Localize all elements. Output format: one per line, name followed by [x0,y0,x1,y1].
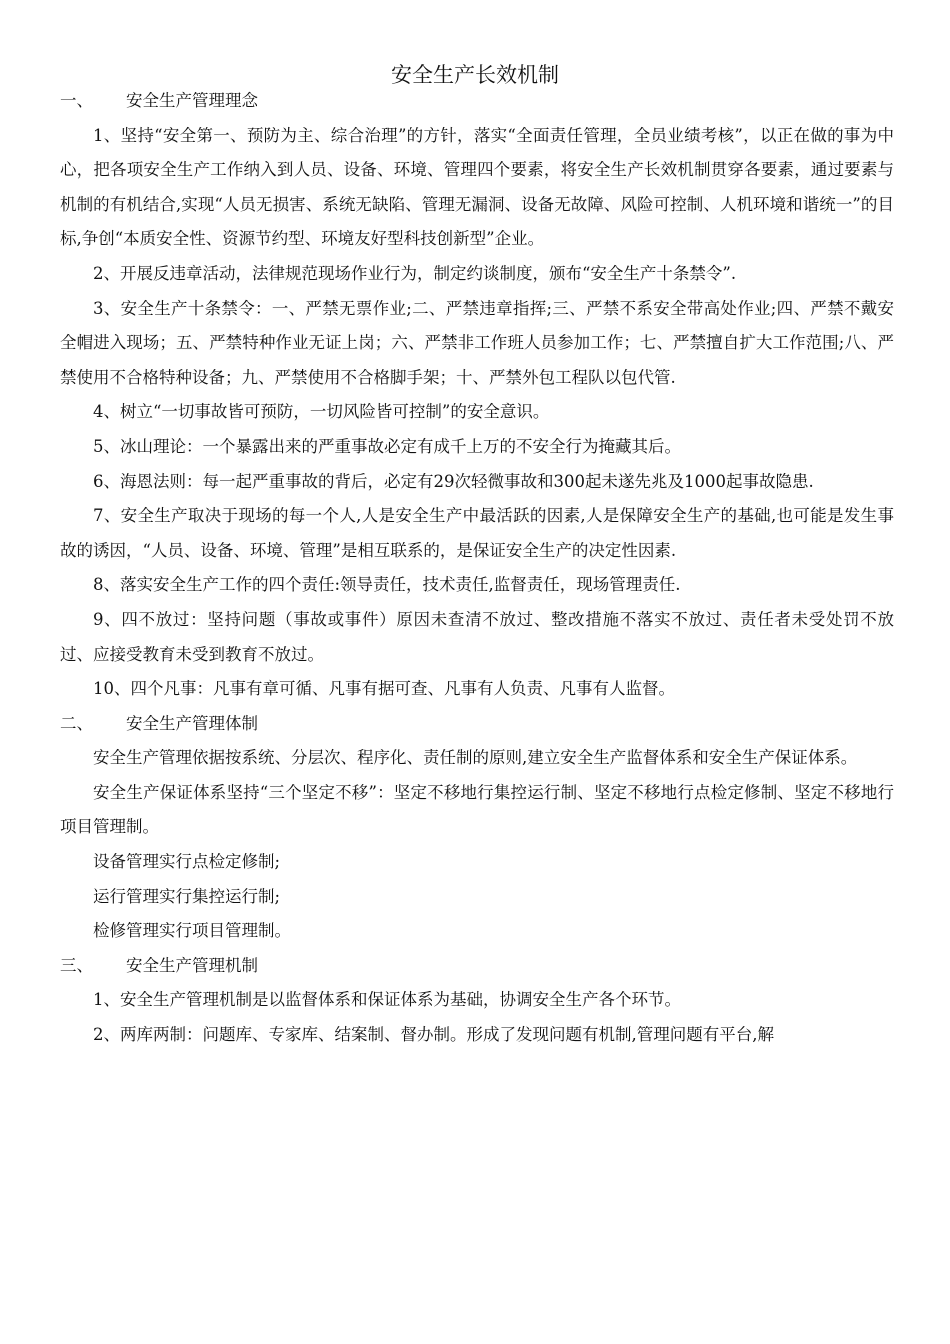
paragraph: 3、安全生产十条禁令：一、严禁无票作业;二、严禁违章指挥;三、严禁不系安全带高处作业;四、严禁不戴安全帽进入现场；五、严禁特种作业无证上岗；六、严禁非工作班人员参加工作；七、严禁擅自扩大工作范围;八、严禁使用不合格特种设备；九、严禁使用不合格脚手架；十、严禁外包工程队以包代管. [60,298,894,387]
paragraph: 7、安全生产取决于现场的每一个人,人是安全生产中最活跃的因素,人是保障安全生产的基础,也可能是发生事故的诱因，“人员、设备、环境、管理”是相互联系的，是保证安全生产的决定性因素. [60,506,894,560]
paragraph: 9、四不放过：坚持问题（事故或事件）原因未查清不放过、整改措施不落实不放过、责任者未受处罚不放过、应接受教育未受到教育不放过。 [60,609,894,664]
paragraph: 运行管理实行集控运行制; [93,886,281,906]
section-number: 三、 [60,955,93,975]
paragraph: 2、开展反违章活动，法律规范现场作业行为，制定约谈制度，颁布“安全生产十条禁令”. [93,263,737,283]
section-heading [60,707,894,742]
section-title: 安全生产管理理念 [126,91,258,110]
paragraph: 设备管理实行点检定修制; [93,852,281,872]
document-title: 安全生产长效机制 [391,63,559,87]
paragraph: 4、树立“一切事故皆可预防，一切风险皆可控制”的安全意识。 [93,402,550,422]
paragraph: 安全生产管理依据按系统、分层次、程序化、责任制的原则,建立安全生产监督体系和安全生产保证体系。 [93,748,858,768]
paragraph: 5、冰山理论：一个暴露出来的严重事故必定有成千上万的不安全行为掩藏其后。 [93,436,681,456]
paragraph: 1、坚持“安全第一、预防为主、综合治理”的方针，落实“全面责任管理，全员业绩考核”，以正在做的事为中心，把各项安全生产工作纳入到人员、设备、环境、管理四个要素，将安全生产长效机制贯穿各要素，通过要素与机制的有机结合,实现“人员无损害、系统无缺陷、管理无漏洞、设备无故障、风险可控制、人机环境和谐统一”的目标,争创“本质安全性、资源节约型、环境友好型科技创新型”企业。 [60,125,894,249]
section-title: 安全生产管理机制 [126,955,258,975]
paragraph: 8、落实安全生产工作的四个责任:领导责任，技术责任,监督责任，现场管理责任. [93,575,681,595]
section-heading [60,949,894,984]
paragraph: 10、四个凡事：凡事有章可循、凡事有据可查、凡事有人负责、凡事有人监督。 [93,679,675,699]
section-title: 安全生产管理体制 [126,713,258,733]
section-number: 一、 [60,91,93,110]
paragraph: 1、安全生产管理机制是以监督体系和保证体系为基础，协调安全生产各个环节。 [93,990,681,1010]
paragraph: 6、海恩法则：每一起严重事故的背后，必定有29次轻微事故和300起未遂先兆及1000起事故隐患. [93,471,814,491]
section-heading [60,84,894,119]
paragraph: 2、两库两制：问题库、专家库、结案制、督办制。形成了发现问题有机制,管理问题有平台,解 [93,1025,774,1045]
document-body [60,84,894,1053]
paragraph: 检修管理实行项目管理制。 [93,921,291,941]
section-number: 二、 [60,713,93,733]
paragraph: 安全生产保证体系坚持“三个坚定不移”：坚定不移地行集控运行制、坚定不移地行点检定修制、坚定不移地行项目管理制。 [60,782,894,837]
